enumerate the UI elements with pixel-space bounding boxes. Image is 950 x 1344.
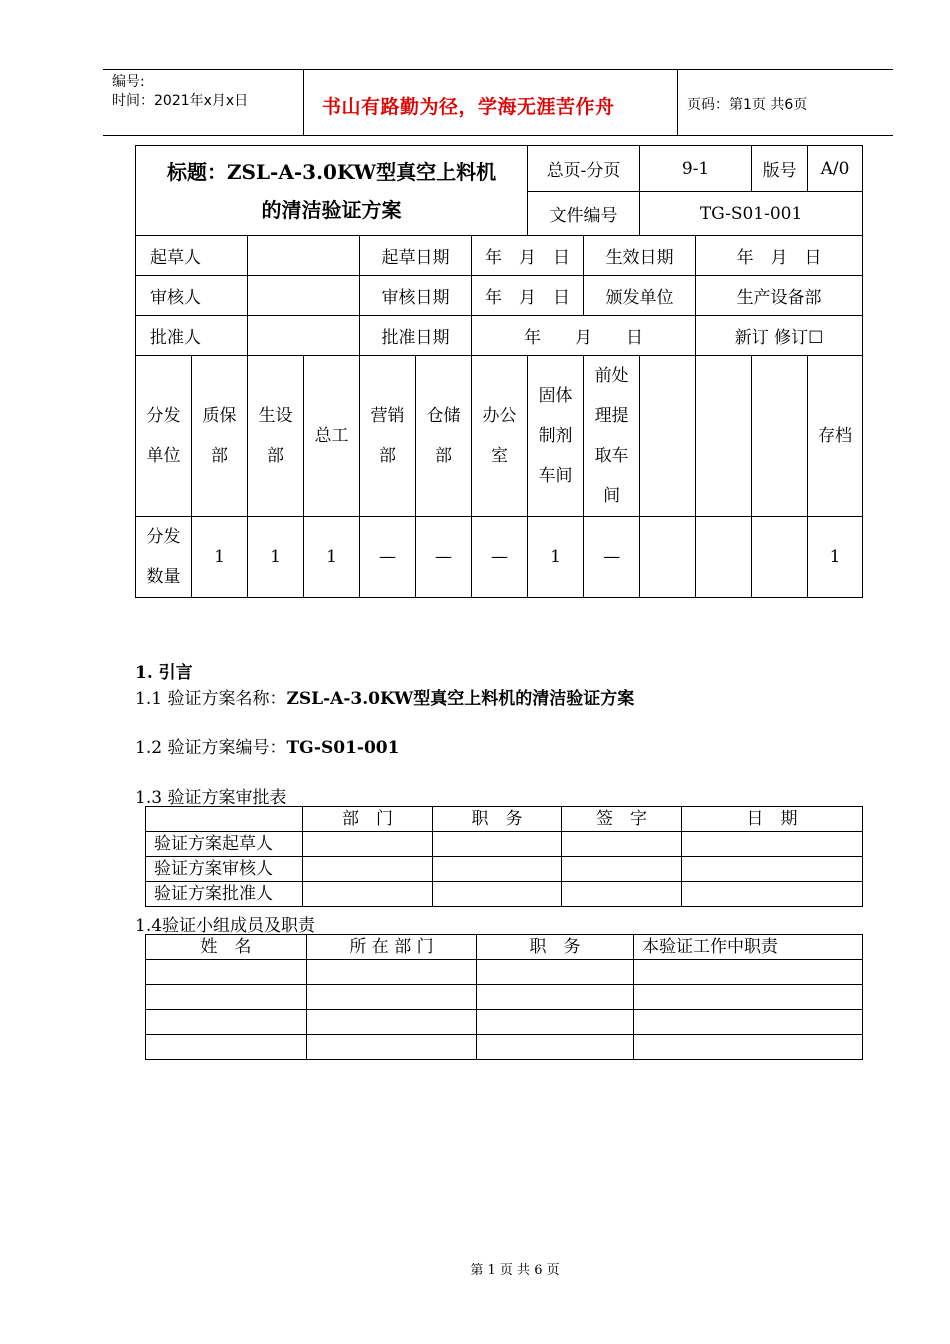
table-cell — [477, 960, 634, 985]
reviewer-label: 审核人 — [136, 276, 248, 316]
dept-name-line: 间 — [603, 486, 621, 506]
approve-date-value: 年 月 日 — [472, 316, 696, 356]
header-motto: 书山有路勤为径，学海无涯苦作舟 — [322, 96, 615, 118]
version-value: A/0 — [808, 146, 863, 192]
dept-name-line: 取车 — [594, 446, 629, 466]
dept-cell — [192, 356, 248, 517]
approval-header-cell: 日 期 — [682, 807, 863, 832]
table-row — [146, 960, 863, 985]
dept-name-line: 总工 — [314, 426, 349, 446]
distribution-unit-label-line2: 单位 — [146, 446, 181, 466]
table-cell — [477, 1010, 634, 1035]
table-cell — [634, 985, 863, 1010]
table-cell — [682, 857, 863, 882]
table-row — [146, 857, 863, 882]
table-cell — [307, 1010, 477, 1035]
table-row — [146, 832, 863, 857]
approval-row-label: 验证方案批准人 — [146, 882, 303, 907]
document-title-line2: 的清洁验证方案 — [261, 197, 402, 222]
table-cell — [562, 857, 682, 882]
approval-row-label: 验证方案审核人 — [146, 857, 303, 882]
distribution-quantity-row — [136, 517, 863, 598]
table-cell — [562, 882, 682, 907]
dept-name-line: 室 — [491, 446, 509, 466]
table-cell — [146, 985, 307, 1010]
dept-name-line: 部 — [267, 446, 284, 466]
qty-cell: 1 — [192, 517, 248, 598]
header-divider-2 — [677, 69, 678, 136]
table-cell — [634, 1035, 863, 1060]
table-row — [146, 1035, 863, 1060]
qty-cell: 1 — [528, 517, 584, 598]
issuer-label: 颁发单位 — [584, 276, 696, 316]
dept-cell — [472, 356, 528, 517]
qty-cell: — — [360, 517, 416, 598]
table-row — [146, 882, 863, 907]
dept-cell — [640, 356, 696, 517]
qty-cell: 1 — [304, 517, 360, 598]
table-cell — [146, 1010, 307, 1035]
table-cell — [303, 882, 433, 907]
qty-cell — [696, 517, 752, 598]
table-cell — [307, 960, 477, 985]
table-cell — [477, 1035, 634, 1060]
document-control-table — [135, 145, 863, 598]
distribution-unit-row — [136, 356, 863, 517]
team-table-header — [146, 935, 863, 960]
review-date-value: 年 月 日 — [472, 276, 584, 316]
team-header-cell: 姓 名 — [146, 935, 307, 960]
dept-cell — [528, 356, 584, 517]
page-footer: 第 1 页 共 6 页 — [470, 1263, 560, 1278]
file-no-label: 文件编号 — [528, 192, 640, 236]
section-1-2-prefix: 1.2 验证方案编号： — [135, 738, 287, 758]
team-header-cell: 职 务 — [477, 935, 634, 960]
header-bottom-rule — [103, 135, 893, 136]
dept-name-line: 营销 — [370, 406, 405, 426]
approval-table — [145, 806, 863, 907]
approval-table-header — [146, 807, 863, 832]
table-cell — [146, 960, 307, 985]
table-cell — [146, 1035, 307, 1060]
table-cell — [682, 832, 863, 857]
section-1-4-heading: 1.4验证小组成员及职责 — [135, 916, 316, 936]
table-cell — [634, 1010, 863, 1035]
table-cell — [634, 960, 863, 985]
total-page-label: 总页-分页 — [528, 146, 640, 192]
distribution-unit-label-line1: 分发 — [146, 406, 181, 426]
approval-header-cell: 部 门 — [303, 807, 433, 832]
approver-label: 批准人 — [136, 316, 248, 356]
table-cell — [303, 832, 433, 857]
dept-cell — [808, 356, 863, 517]
section-1-1 — [135, 684, 634, 709]
header-top-rule — [103, 69, 893, 70]
section-1-3-heading: 1.3 验证方案审批表 — [135, 788, 287, 808]
table-cell — [433, 857, 562, 882]
dept-name-line: 质保 — [202, 406, 237, 426]
qty-cell — [752, 517, 808, 598]
revision-status: 新订 修订☐ — [696, 316, 863, 356]
table-cell — [477, 985, 634, 1010]
dept-cell — [752, 356, 808, 517]
dept-name-line: 办公 — [482, 406, 517, 426]
dept-cell — [360, 356, 416, 517]
effective-date-label: 生效日期 — [584, 236, 696, 276]
dept-name-line: 部 — [379, 446, 396, 466]
section-1-1-prefix: 1.1 验证方案名称： — [135, 689, 287, 709]
approval-header-cell: 职 务 — [433, 807, 562, 832]
dept-name-line: 前处 — [594, 366, 629, 386]
document-title — [136, 146, 528, 236]
table-cell — [682, 882, 863, 907]
dept-name-line: 部 — [435, 446, 452, 466]
approval-header-cell: 签 字 — [562, 807, 682, 832]
dept-name-line: 理提 — [594, 406, 629, 426]
team-header-cell: 所 在 部 门 — [307, 935, 477, 960]
table-cell — [433, 882, 562, 907]
table-cell — [433, 832, 562, 857]
distribution-quantity-label-line2: 数量 — [146, 567, 181, 587]
dept-name-line: 部 — [211, 446, 228, 466]
table-cell — [307, 985, 477, 1010]
header-time-label: 时间：2021年x月x日 — [112, 93, 249, 109]
dept-cell — [416, 356, 472, 517]
team-header-cell: 本验证工作中职责 — [634, 935, 863, 960]
dept-name-line: 仓储 — [426, 406, 461, 426]
document-title-line1: 标题：ZSL-A-3.0KW型真空上料机 — [166, 159, 497, 184]
effective-date-value: 年 月 日 — [696, 236, 863, 276]
table-cell — [562, 832, 682, 857]
issuer-value: 生产设备部 — [696, 276, 863, 316]
qty-cell: — — [472, 517, 528, 598]
review-date-label: 审核日期 — [360, 276, 472, 316]
reviewer-value — [248, 276, 360, 316]
dept-name-line: 车间 — [538, 466, 573, 486]
dept-cell — [248, 356, 304, 517]
total-page-value: 9-1 — [640, 146, 752, 192]
qty-cell: — — [416, 517, 472, 598]
section-1-1-value: ZSL-A-3.0KW型真空上料机的清洁验证方案 — [286, 689, 635, 709]
section-1-2-value: TG-S01-001 — [286, 738, 400, 758]
version-label: 版号 — [752, 146, 808, 192]
table-cell — [303, 857, 433, 882]
header-divider-1 — [303, 69, 304, 136]
approver-value — [248, 316, 360, 356]
table-row — [146, 1010, 863, 1035]
dept-name-line: 固体 — [538, 386, 573, 406]
qty-cell: 1 — [248, 517, 304, 598]
dept-name-line: 存档 — [818, 426, 853, 446]
distribution-unit-label — [136, 356, 192, 517]
drafter-label: 起草人 — [136, 236, 248, 276]
drafter-value — [248, 236, 360, 276]
dept-cell — [584, 356, 640, 517]
draft-date-label: 起草日期 — [360, 236, 472, 276]
header-page-info: 页码：第1页 共6页 — [687, 97, 808, 113]
approval-header-cell — [146, 807, 303, 832]
dept-name-line: 生设 — [258, 406, 293, 426]
qty-cell: — — [584, 517, 640, 598]
dept-cell — [304, 356, 360, 517]
dept-name-line: 制剂 — [538, 426, 573, 446]
table-row — [146, 985, 863, 1010]
qty-cell — [640, 517, 696, 598]
distribution-quantity-label — [136, 517, 192, 598]
section-1-heading: 1. 引言 — [135, 663, 193, 683]
qty-cell: 1 — [808, 517, 863, 598]
table-cell — [307, 1035, 477, 1060]
approve-date-label: 批准日期 — [360, 316, 472, 356]
file-no-value: TG-S01-001 — [640, 192, 863, 236]
team-table — [145, 934, 863, 1060]
distribution-quantity-label-line1: 分发 — [146, 527, 181, 547]
dept-cell — [696, 356, 752, 517]
header-number-label: 编号: — [112, 74, 145, 90]
section-1-2 — [135, 733, 399, 758]
draft-date-value: 年 月 日 — [472, 236, 584, 276]
approval-row-label: 验证方案起草人 — [146, 832, 303, 857]
